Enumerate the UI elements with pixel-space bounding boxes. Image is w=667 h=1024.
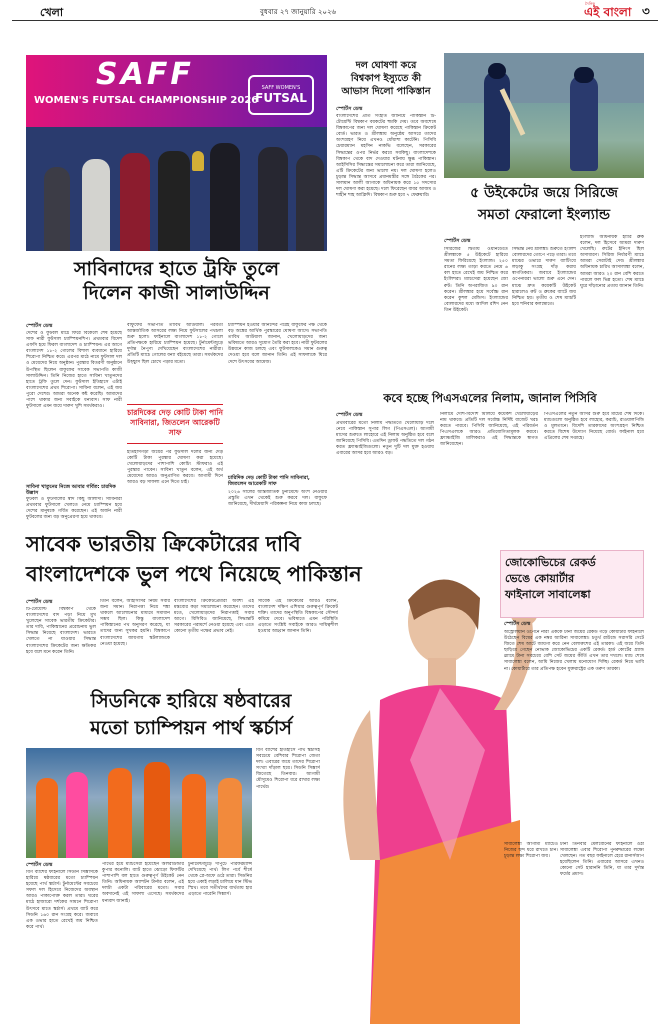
saff-logo-text: SAFF — [96, 57, 194, 92]
player-3 — [108, 768, 132, 858]
psl-col-1: প্রথমবারের মতো নিলাম পদ্ধতিতে খেলোয়াড় দলে নেবে পাকিস্তান সুপার লিগ (পিএসএল)। আগামী মাসের শুরুতে লাহোরে এই নিলাম অনুষ্ঠিত হবে বলে জানিয়েছে পিসিবি। এতদিন ড্রাফট পদ্ধতিতে দল গঠন করত ফ্র্যাঞ্চাইজিগুলো। নতুন দুটি দল যুক্ত হওয়ায় এবারের আসর হবে আরও বড়। — [336, 421, 434, 457]
header-rule — [12, 20, 658, 21]
futsal-badge — [248, 75, 314, 115]
saff-byline: স্পোর্টস ডেস্ক — [26, 323, 53, 329]
person-1 — [44, 167, 70, 251]
saff-headline — [26, 251, 327, 309]
badge-line-1: SAFF WOMEN'S — [261, 85, 301, 91]
saff-col-1b: ফুটবল ও ফুটসালের স্বাদ কিছু আলাদা। সাবিনারা প্রথমবার ফুটসালে খেলতে নেমে চ্যাম্পিয়ন হয়ে দেশের মানুষকে গর্বিত করেছেন। এই অর্জন নারী ফুটবলের জন্য বড় অনুপ্রেরণা হয়ে থাকবে। — [26, 497, 122, 521]
djokovic-byline: স্পোর্টস ডেস্ক — [504, 621, 531, 627]
batter-2-helmet — [574, 67, 594, 83]
page-header — [12, 0, 658, 20]
saff-pullquote — [127, 404, 223, 444]
saff-col-1: দেশের ও ফুটবল মাঠে ফিরে বিকেলে শেষ হয়েছে সাফ নারী ফুটসাল চ্যাম্পিয়নশিপ। প্রথমবার বিদেশ এফসি হয়ে ফিরল বাংলাদেশ ও চ্যাম্পিয়ন। এর আগে বাংলাদেশ ১৮-২ গোলের বিশাল ব্যবধানে হারিয়ে শিরোপা নিশ্চিত করে। এরপর মাঠে নামে ফুটসাল দল ও মেয়েদের নিয়ে অনুষ্ঠান। পুরস্কার বিতরণী অনুষ্ঠানে উপস্থিত ছিলেন বাফুফের সাবেক সভাপতি কাজী সালাউদ্দিন। তিনি নিজের হাতে সাবিনা খাতুনদের হাতে ট্রফি তুলে দেন। ফুটসাল ইতিহাসে এটাই বাংলাদেশের প্রথম শিরোপা। সাবিনা বলেন, এই জয় পুরো দেশের। আমরা অনেক কষ্ট করেছি। আমাদের পাশে থাকার জন্য সবাইকে ধন্যবাদ। সাফ নারী ফুটসালে এমন জয়ে দারুণ খুশি সমর্থকরাও। — [26, 331, 122, 410]
perth-col-5: সাবালেঙ্কা আগামী ম্যাচেও নিজের ছন্দ ধরে রাখতে চান। চূড়ান্ত লক্ষ্য শিরোপা জয়। — [504, 842, 558, 860]
djokovic-headline-line-3: ফাইনালে সাবালেঙ্কা — [505, 588, 591, 601]
batter-1-helmet — [488, 63, 506, 79]
saff-col-3-sub: চারিদিক দেড় কোটি টাকা পানি সাবিনারা, জিতলেন আরেকটি সাফ — [228, 475, 310, 487]
person-4 — [158, 151, 190, 251]
banner-title: WOMEN'S FUTSAL CHAMPIONSHIP 2026 — [34, 95, 259, 106]
psl-col-2: নিলামে দেশি-বিদেশি মিলিয়ে কয়েকশ খেলোয়াড়ের নাম থাকবে। প্রতিটি দল সর্বোচ্চ নির্দিষ্ট বাজেট খরচ করতে পারবে। পিসিবি জানিয়েছে, এই পরিবর্তন পিএসএলকে আরও প্রতিযোগিতামূলক করবে। ফ্র্যাঞ্চাইজি মালিকরাও এই সিদ্ধান্তকে স্বাগত জানিয়েছেন। — [440, 412, 538, 448]
player-1 — [36, 778, 58, 858]
eng-headline — [444, 178, 644, 232]
pak-headline-line-1: দল ঘোষণা করে — [355, 60, 417, 71]
indian-col-1: টি-টোয়েন্টি বিশ্বকাপ থেকে বাংলাদেশের বাদ পড়া নিয়ে মুখ খুলেছেন সাবেক ভারতীয় ক্রিকেটার। তার দাবি, পাকিস্তানের প্ররোচনায় ভুল সিদ্ধান্ত নিয়েছে বাংলাদেশ। ভারতে খেলতে না যাওয়ার সিদ্ধান্ত বাংলাদেশের ক্রিকেটের জন্য ক্ষতিকর হবে বলে মনে করেন তিনি। — [26, 607, 96, 655]
djokovic-body: অস্ট্রেলিয়ান ওপেনে নারী এককে টানা জয়ের রেকর্ড গড়ে কোয়ার্টার ফাইনালে উঠেছেন বিশ্বের এক নম্বর আরিনা সাবালেঙ্কা। চতুর্থ রাউন্ডে সরাসরি সেটে জিতে শেষ আটে জায়গা করে নেন বেলারুশের এই তারকা। এই জয়ে তিনি ছাড়িয়ে গেছেন নোভাক জোকোভিচের একটি রেকর্ড। হার্ড কোর্টের গ্র্যান্ড স্ল্যামে টানা সবচেয়ে বেশি সেট জয়ের কীর্তি এখন তার দখলে। ম্যাচ শেষে সাবালেঙ্কা বলেন, আমি নিজের খেলায় মনোযোগ দিচ্ছি। রেকর্ড নিয়ে ভাবি না। কোয়ার্টারে তার প্রতিপক্ষ হবেন যুক্তরাষ্ট্রের এক তরুণ তারকা। — [504, 630, 644, 672]
indian-col-3: বাংলাদেশের ক্রিকেটপ্রেমীরা অবশ্য এই মন্তব্যের কড়া সমালোচনা করেছেন। তাদের মতে, খেলোয়াড়দের নিরাপত্তাই সবার আগে। বিসিবিও জানিয়েছে, সিদ্ধান্তটি সরকারের পরামর্শে নেওয়া হয়েছে এবং এতে কোনো তৃতীয় পক্ষের প্রভাব নেই। — [174, 599, 254, 635]
perth-col-3: টুর্নামেন্টজুড়ে দাপুটে পারফরম্যান্স দেখিয়েছে পার্থ। লিগ পর্বে শীর্ষে থেকে প্লে-অফে ওঠে তারা। সিডনির হয়ে একাই লড়াই চালিয়ে যান স্টিভ স্মিথ। তবে সতীর্থদের ব্যর্থতায় হার এড়াতে পারেনি সিক্সার্স। — [188, 862, 252, 898]
perth-team-photo — [26, 748, 252, 858]
person-7 — [296, 155, 324, 251]
person-5 — [210, 143, 240, 251]
indian-byline: স্পোর্টস ডেস্ক — [26, 599, 53, 605]
perth-headline — [26, 688, 356, 742]
batter-2 — [570, 75, 598, 171]
indian-headline-line-2: বাংলাদেশকে ভুল পথে নিয়েছে পাকিস্তান — [26, 562, 362, 586]
trophy-icon — [192, 151, 204, 171]
page-number: ৩ — [642, 4, 650, 18]
england-cricket-photo — [444, 53, 644, 178]
person-6 — [258, 147, 288, 251]
badge-line-2: FUTSAL — [255, 91, 307, 105]
psl-byline: স্পোর্টস ডেস্ক — [336, 412, 363, 418]
eng-col-1: সিরিজের দ্বিতীয় ওয়ানডেতে শ্রীলঙ্কাকে ৫ উইকেটে হারিয়ে সমতা ফিরিয়েছে ইংল্যান্ড। ২৫০ রানের লক্ষ্য তাড়া করতে নেমে ৬ বল হাতে রেখেই জয় নিশ্চিত করে ইংলিশরা। ম্যাচসেরা হয়েছেন জো রুট। তিনি অপরাজিত ৯০ রান করেন। শ্রীলঙ্কার হয়ে সর্বোচ্চ রান করেন কুশল মেন্ডিস। ইংল্যান্ডের বোলারদের মধ্যে আদিল রশিদ নেন তিন উইকেট। — [444, 247, 508, 313]
djokovic-headline-box — [500, 550, 644, 618]
eng-headline-line-1: ৫ উইকেটের জয়ে সিরিজে — [470, 185, 618, 201]
djokovic-body-2: টানা তিনবার মেলবোর্নের ফাইনালে ওঠা সাবালেঙ্কা এবার শিরোপা পুনরুদ্ধারের লক্ষ্যে খেলছেন। গত বছর ফাইনালে হেরে রানার্সআপ হয়েছিলেন তিনি। এবারের আসরে এখনও কোনো সেট হারাননি তিনি, যা তার দুর্দান্ত ফর্মের প্রমাণ। — [560, 842, 644, 878]
indian-col-2: তিনি বলেন, আইসিসির নিয়ম সবার জন্য সমান। নিরাপত্তা নিয়ে শঙ্কা থাকলে আলোচনার মাধ্যমে সমাধান সম্ভব ছিল। কিন্তু বাংলাদেশ পাকিস্তানের পথ অনুসরণ করেছে, যা তাদের জন্য সুখকর হয়নি। বিশ্বকাপে বাংলাদেশের জায়গায় স্কটল্যান্ডকে নেওয়া হয়েছে। — [100, 599, 170, 647]
pak-body: বাংলাদেশের প্রতি সংহতি জানিয়ে পাকিস্তান টি-টোয়েন্টি বিশ্বকাপ বয়কটের হুমকি দেয়। তবে অবশেষে বিশ্বকাপের জন্য দল ঘোষণা করেছে পাকিস্তান ক্রিকেট বোর্ড। ভারত ও শ্রীলঙ্কায় অনুষ্ঠেয় আসরে তাদের অংশগ্রহণ নিয়ে এখনও ধোঁয়াশা কাটেনি। পিসিবি চেয়ারম্যান মহসিন নাকভি বলেছেন, সরকারের সিদ্ধান্তের ওপর নির্ভর করবে সবকিছু। বাংলাদেশকে বিশ্বকাপ থেকে বাদ দেওয়ার ঘটনায় ক্ষুব্ধ পাকিস্তান। আইসিসির সিদ্ধান্তের সমালোচনা করে তারা জানিয়েছে, এটি ক্রিকেটের জন্য ভালো নয়। দল ঘোষণা হলেও চূড়ান্ত সিদ্ধান্ত আসবে প্রধানমন্ত্রীর সঙ্গে বৈঠকের পর। সালমান আলী আগাকে অধিনায়ক করে ১৫ সদস্যের দল ঘোষণা করা হয়েছে। দলে ফিরেছেন বাবর আজম ও শাহীন শাহ আফ্রিদি। বিশ্বকাপ শুরু হবে ৭ ফেব্রুয়ারি। — [336, 114, 436, 199]
saff-headline-line-1: সাবিনাদের হাতে ট্রফি তুলে — [73, 258, 280, 280]
brand-prefix: দৈনিক — [585, 1, 596, 6]
djokovic-headline-line-2: ভেঙে কোয়ার্টার — [505, 572, 575, 585]
indian-headline-line-1: সাবেক ভারতীয় ক্রিকেটারের দাবি — [26, 532, 301, 556]
pak-byline: স্পোর্টস ডেস্ক — [336, 106, 363, 112]
player-4 — [144, 762, 170, 858]
pak-headline-line-3: আভাস দিলো পাকিস্তান — [341, 86, 431, 97]
perth-byline: স্পোর্টস ডেস্ক — [26, 862, 53, 868]
saff-col-2: বাফুফের সভাপতি তাবিথ আউয়াল। পরবর্তী আন্তর্জাতিক আসরের লক্ষ্য নিয়ে ফুটসালের পথচলা শুরু হলো। ফাইনালে বাংলাদেশ ১৮-২ গোলে প্রতিপক্ষকে হারিয়ে চ্যাম্পিয়ন হয়েছে। টুর্নামেন্টজুড়ে দুর্দান্ত নৈপুণ্য দেখিয়েছেন বাংলাদেশের নারীরা। প্রতিটি ম্যাচে গোলের বন্যা বইয়েছে তারা। সমর্থকদের উচ্ছ্বাস ছিল চোখে পড়ার মতো। — [127, 323, 223, 365]
psl-col-3: পিএসএলের নতুন আসর শুরু হবে মার্চের শেষ দিকে। ম্যাচগুলো অনুষ্ঠিত হবে লাহোর, করাচি, রাওয়ালপিন্ডি ও মুলতানে। বিদেশি তারকাদের অংশগ্রহণ নিশ্চিত করতে বিশেষ উদ্যোগ নিয়েছে বোর্ড। ফাইনাল হবে এপ্রিলের শেষ সপ্তাহে। — [544, 412, 644, 442]
pak-headline-line-2: বিশ্বকাপ ইস্যুতে কী — [350, 73, 422, 84]
perth-col-2: পার্থের হয়ে ম্যাচসেরা হয়েছেন অলরাউন্ডার কুপার কনোলি। ব্যাট হাতে ঝোড়ো ফিফটির পাশাপাশি বল হাতে গুরুত্বপূর্ণ উইকেট নেন তিনি। অধিনায়ক অ্যাশটন টার্নার বলেন, এই দলটা একটা পরিবারের মতো। সবার অবদানেই এই সাফল্য এসেছে। সমর্থকদের ধন্যবাদ জানাই। — [102, 862, 184, 904]
player-2 — [66, 772, 88, 858]
date-line: বুধবার ২৭ জানুয়ারি ২০২৬ — [260, 8, 337, 16]
saff-col-3b: ২০২৬ সালের আন্তর্জাতিক টুর্নামেন্টে অংশ নেওয়ার প্রস্তুতি এখন থেকেই শুরু করবে দল। বাফুফে জানিয়েছে, দীর্ঘমেয়াদি পরিকল্পনা নিয়ে কাজ চলছে। — [228, 490, 327, 508]
perth-col-1: বিগ ব্যাশের ফাইনালে সিডনি সিক্সার্সকে হারিয়ে ষষ্ঠবারের মতো চ্যাম্পিয়ন হয়েছে পার্থ স্কর্চার্স। টুর্নামেন্টের সবচেয়ে সফল দল হিসেবে নিজেদের অবস্থান আরও পাকাপোক্ত করল তারা। ঘরের মাঠে হাজারো দর্শকের সামনে শিরোপা উৎসবে মাতে স্কর্চার্স। প্রথমে ব্যাট করে সিডনি ১৬০ রান সংগ্রহ করে। জবাবে এক ওভার হাতে রেখেই জয় নিশ্চিত করে পার্থ। — [26, 870, 98, 930]
section-label: খেলা — [40, 6, 64, 19]
eng-col-2: সিদ্ধান্ত নেয় শ্রীলঙ্কা। শুরুতে ইংলিশ বোলারদের তোপে পড়ে তারা। তবে মাঝের ওভারে দারুণ ব্যাটিংয়ে লড়াকু সংগ্রহ দাঁড় করায় স্বাগতিকরা। জবাবে ইংল্যান্ডের ওপেনাররা ভালো শুরু এনে দেন। মাঝে দ্রুত কয়েকটি উইকেট হারালেও রুট ও ব্রুকের ব্যাটে জয় নিশ্চিত হয়। তৃতীয় ও শেষ ম্যাচটি হবে শনিবার কলম্বোতে। — [512, 247, 576, 307]
eng-headline-line-2: সমতা ফেরালো ইংল্যান্ড — [477, 207, 611, 223]
saff-pullquote-text: চারদিকের দেড় কোটি টাকা পানি সাবিনারা, জিতলেন আরেকটি সাফ — [127, 408, 223, 437]
batter-1 — [484, 71, 510, 171]
djokovic-headline-line-1: জোকোভিচের রেকর্ড — [505, 556, 596, 569]
indian-col-4: সাবেক এই ক্রিকেটার আরও বলেন, বাংলাদেশ দক্ষিণ এশিয়ার গুরুত্বপূর্ণ ক্রিকেট শক্তি। তাদের অনুপস্থিতি বিশ্বকাপের সৌন্দর্য কমিয়ে দেবে। ভবিষ্যতে এমন পরিস্থিতি এড়াতে সংশ্লিষ্ট সবাইকে আরও দায়িত্বশীল হওয়ার আহ্বান জানান তিনি। — [258, 599, 338, 635]
stadium-crowd — [444, 53, 644, 103]
perth-headline-line-1: সিডনিকে হারিয়ে ষষ্ঠবারের — [90, 690, 292, 712]
person-2 — [82, 159, 110, 251]
saff-col-1-sub: সাবিনা খাতুনের নিজে আবার গর্বিত: চারদিক উল্লাস — [26, 484, 116, 496]
pak-headline — [332, 55, 440, 105]
person-3 — [120, 153, 150, 251]
brand-logo: এই বাংলা — [584, 5, 632, 19]
saff-award-photo — [26, 55, 327, 251]
saff-headline-line-2: দিলেন কাজী সালাউদ্দিন — [83, 282, 270, 304]
player-6 — [218, 778, 242, 858]
eng-byline: স্পোর্টস ডেস্ক — [444, 238, 471, 244]
saff-col-3: চ্যাম্পিয়ন হওয়ার আনন্দের পরেই বাফুফের পক্ষ থেকে বড় অঙ্কের আর্থিক পুরস্কারের ঘোষণা আসে। সভাপতি তাবিথ আউয়াল জানান, খেলোয়াড়দের জন্য ভবিষ্যতে আরও সুযোগ তৈরি করা হবে। নারী ফুটবলের উন্নয়নে কাজ চলছে এবং ফুটসালকেও সমান গুরুত্ব দেওয়া হবে বলে জানান তিনি। এই সাফল্যকে ঘিরে দেশে উৎসবের আমেজ। — [228, 323, 327, 365]
perth-headline-line-2: মতো চ্যাম্পিয়ন পার্থ স্কর্চার্স — [90, 717, 292, 739]
perth-col-4: বিগ ব্যাশের ইতিহাসে পার্থ স্কর্চার্সই সবচেয়ে বেশিবার শিরোপা জেতা দল। এবারের জয়ে তাদের শিরোপা সংখ্যা দাঁড়াল ছয়ে। সিডনি সিক্সার্স জিতেছে তিনবার। আগামী মৌসুমেও শিরোপা ধরে রাখার লক্ষ্য পার্থের। — [256, 748, 320, 790]
eng-col-3: ইংল্যান্ড অধিনায়ক হ্যারি ব্রুক বলেন, দল হিসেবে আমরা দারুণ খেলেছি। রুটের ইনিংস ছিল অসাধারণ। সিরিজ নির্ধারণী ম্যাচে আমরা সেরাটাই দেব। শ্রীলঙ্কার অধিনায়ক চারিথ আসালাঙ্কা বলেন, আমরা আরও ২০ রান বেশি করতে পারলে ফল ভিন্ন হতো। শেষ ম্যাচে ঘুরে দাঁড়ানোর প্রত্যয় জানান তিনি। — [580, 235, 644, 289]
psl-headline: কবে হচ্ছে পিএসএলের নিলাম, জানাল পিসিবি — [383, 391, 597, 405]
player-5 — [182, 774, 206, 858]
saff-col-2b: ইতিহাসগড়া জয়ের পর ফুটসাল দলের জন্য দেড় কোটি টাকা পুরস্কার ঘোষণা করা হয়েছে। খেলোয়াড়দের পাশাপাশি কোচিং স্টাফরাও এই পুরস্কার পাবেন। সাবিনা খাতুন বলেন, এই অর্থ মেয়েদের আরও অনুপ্রাণিত করবে। আগামী দিনে আরও বড় সাফল্য এনে দিতে চাই। — [127, 450, 223, 486]
